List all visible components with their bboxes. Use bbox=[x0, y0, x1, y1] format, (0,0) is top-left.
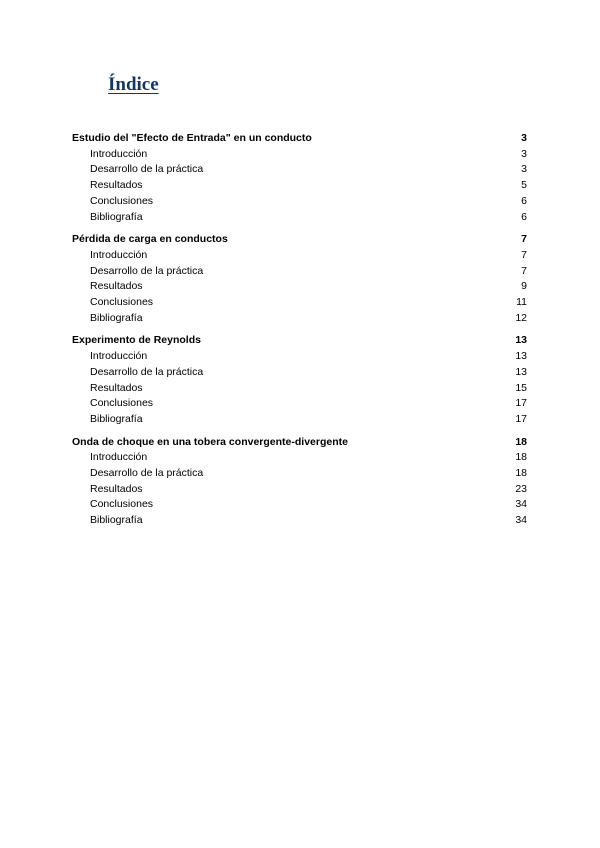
toc-entry-label: Conclusiones bbox=[90, 296, 154, 309]
toc-section bbox=[72, 333, 527, 427]
toc-page-number: 17 bbox=[515, 397, 527, 410]
toc-entry[interactable] bbox=[72, 513, 527, 529]
toc-entry[interactable] bbox=[72, 147, 527, 163]
toc-page-number: 17 bbox=[515, 412, 527, 425]
toc-entry-label: Bibliografía bbox=[90, 412, 143, 425]
toc-entry[interactable] bbox=[72, 194, 527, 210]
toc-page-number: 6 bbox=[521, 210, 527, 223]
toc-entry-label: Desarrollo de la práctica bbox=[90, 163, 204, 176]
toc-entry[interactable] bbox=[72, 365, 527, 381]
toc-entry-label: Introducción bbox=[90, 147, 148, 160]
toc-page-number: 3 bbox=[521, 132, 527, 144]
toc-entry-label: Introducción bbox=[90, 350, 148, 363]
toc-page-number: 7 bbox=[521, 264, 527, 277]
toc-entry-label: Bibliografía bbox=[90, 210, 143, 223]
toc-entry-label: Conclusiones bbox=[90, 397, 154, 410]
toc-entry-label: Bibliografía bbox=[90, 311, 143, 324]
toc-entry[interactable] bbox=[72, 450, 527, 466]
toc-section-label: Pérdida de carga en conductos bbox=[72, 233, 228, 246]
toc-page-number: 34 bbox=[515, 498, 527, 511]
toc-entry-label: Desarrollo de la práctica bbox=[90, 467, 204, 480]
toc-page-number: 18 bbox=[515, 451, 527, 464]
toc-page-number: 6 bbox=[521, 194, 527, 207]
page-title: Índice bbox=[108, 74, 159, 95]
toc-entry[interactable] bbox=[72, 381, 527, 397]
toc-page-number: 12 bbox=[515, 311, 527, 324]
toc-entry-label: Conclusiones bbox=[90, 194, 154, 207]
toc-entry[interactable] bbox=[72, 482, 527, 498]
toc-entry[interactable] bbox=[72, 248, 527, 264]
toc-section-label: Estudio del "Efecto de Entrada" en un conducto bbox=[72, 132, 312, 144]
toc-page-number: 15 bbox=[515, 381, 527, 394]
toc-page-number: 18 bbox=[515, 435, 527, 448]
toc-entry-label: Introducción bbox=[90, 248, 148, 261]
toc-entry-label: Conclusiones bbox=[90, 498, 154, 511]
toc-page-number: 18 bbox=[515, 467, 527, 480]
toc-page-number: 13 bbox=[515, 365, 527, 378]
toc-section-label: Experimento de Reynolds bbox=[72, 334, 201, 347]
toc-entry-label: Desarrollo de la práctica bbox=[90, 365, 204, 378]
toc-entry-label: Resultados bbox=[90, 179, 143, 192]
toc-entry-label: Resultados bbox=[90, 482, 143, 495]
toc-page-number: 13 bbox=[515, 334, 527, 347]
toc-entry-label: Bibliografía bbox=[90, 514, 143, 527]
toc-entry[interactable] bbox=[72, 279, 527, 295]
toc-entry[interactable] bbox=[72, 210, 527, 226]
toc-entry-label: Introducción bbox=[90, 451, 148, 464]
toc-entry[interactable] bbox=[72, 466, 527, 482]
toc-page-number: 23 bbox=[515, 482, 527, 495]
toc-entry[interactable] bbox=[72, 178, 527, 194]
toc-section-heading[interactable] bbox=[72, 333, 527, 349]
toc-entry[interactable] bbox=[72, 349, 527, 365]
toc-entry[interactable] bbox=[72, 311, 527, 327]
toc-entry[interactable] bbox=[72, 497, 527, 513]
toc-page-number: 3 bbox=[521, 147, 527, 160]
toc-section bbox=[72, 131, 527, 225]
toc-section bbox=[72, 435, 527, 529]
toc-page-number: 5 bbox=[521, 179, 527, 192]
toc-entry[interactable] bbox=[72, 264, 527, 280]
toc-entry-label: Resultados bbox=[90, 381, 143, 394]
toc-entry[interactable] bbox=[72, 162, 527, 178]
toc-page-number: 13 bbox=[515, 350, 527, 363]
toc-page-number: 7 bbox=[521, 248, 527, 261]
toc-page-number: 34 bbox=[515, 514, 527, 527]
toc-section-heading[interactable] bbox=[72, 131, 527, 147]
toc-page-number: 7 bbox=[521, 233, 527, 246]
toc-entry-label: Desarrollo de la práctica bbox=[90, 264, 204, 277]
toc-page-number: 11 bbox=[516, 296, 527, 309]
toc-entry-label: Resultados bbox=[90, 280, 143, 293]
toc-section bbox=[72, 232, 527, 326]
toc-page-number: 3 bbox=[521, 163, 527, 176]
toc-entry[interactable] bbox=[72, 396, 527, 412]
toc-entry[interactable] bbox=[72, 295, 527, 311]
toc-section-heading[interactable] bbox=[72, 435, 527, 451]
toc-section-label: Onda de choque en una tobera convergente-divergente bbox=[72, 435, 348, 448]
toc-page-number: 9 bbox=[521, 280, 527, 293]
toc-entry[interactable] bbox=[72, 412, 527, 428]
table-of-contents bbox=[72, 131, 527, 536]
toc-section-heading[interactable] bbox=[72, 232, 527, 248]
